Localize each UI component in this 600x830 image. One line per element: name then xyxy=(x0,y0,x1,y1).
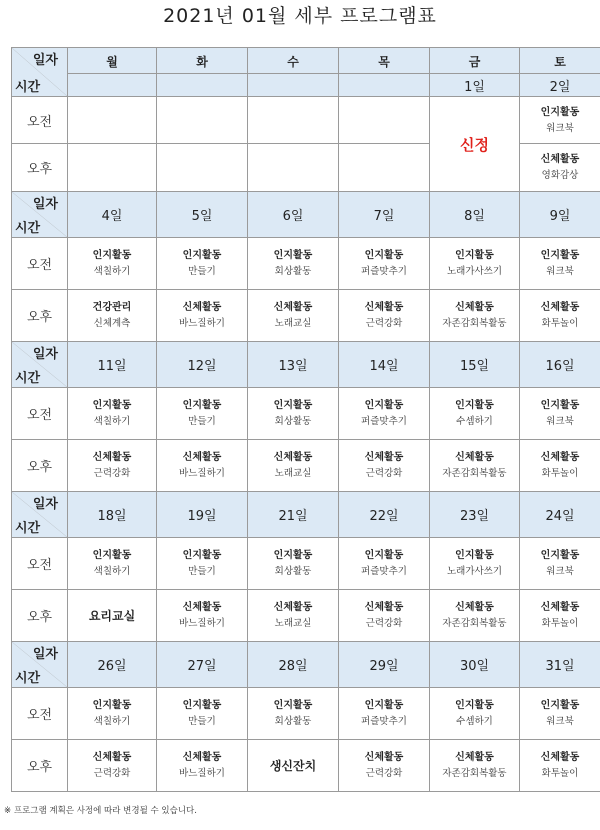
activity-title: 신체활동 xyxy=(540,302,580,313)
activity-cell xyxy=(520,238,600,290)
activity-cell xyxy=(68,388,157,440)
activity-cell xyxy=(430,238,520,290)
schedule-table xyxy=(11,47,600,792)
activity-cell xyxy=(520,538,600,590)
date-label: 8일 xyxy=(464,209,485,224)
activity-title: 신체활동 xyxy=(455,302,494,313)
activity-cell xyxy=(520,144,600,192)
date-label: 13일 xyxy=(278,359,308,374)
activity-title: 인지활동 xyxy=(540,700,580,711)
date-cell xyxy=(520,74,600,97)
activity-title: 인지활동 xyxy=(182,250,222,261)
empty-cell xyxy=(68,97,157,144)
date-cell xyxy=(339,342,430,388)
date-cell xyxy=(68,642,157,688)
empty-cell xyxy=(157,97,248,144)
activity-cell xyxy=(520,740,600,792)
activity-cell xyxy=(430,388,520,440)
activity-cell xyxy=(68,290,157,342)
activity-cell xyxy=(248,688,339,740)
activity-title: 신체활동 xyxy=(273,452,313,463)
activity-cell xyxy=(68,688,157,740)
period-label: 오후 xyxy=(12,144,68,192)
date-label: 6일 xyxy=(282,209,304,224)
date-label: 11일 xyxy=(97,359,127,374)
activity-cell xyxy=(520,688,600,740)
activity-detail: 자존감회복활동 xyxy=(442,768,507,779)
activity-cell xyxy=(157,740,248,792)
activity-title: 생신잔치 xyxy=(269,759,317,773)
activity-detail: 근력강화 xyxy=(365,618,403,629)
activity-cell xyxy=(248,388,339,440)
day-name: 금 xyxy=(468,55,481,70)
activity-cell xyxy=(248,238,339,290)
date-label: 14일 xyxy=(369,359,399,374)
day-name-cell xyxy=(339,48,430,74)
activity-detail: 바느질하기 xyxy=(179,318,225,329)
activity-detail: 화투놀이 xyxy=(541,618,579,629)
activity-title: 건강관리 xyxy=(92,302,132,313)
day-name: 수 xyxy=(287,55,299,70)
period-label: 오후 xyxy=(12,440,68,492)
activity-detail: 자존감회복활동 xyxy=(442,468,507,479)
day-name: 목 xyxy=(378,55,390,70)
activity-title: 신체활동 xyxy=(182,602,222,613)
holiday-label: 신정 xyxy=(460,135,489,154)
activity-title: 신체활동 xyxy=(364,302,404,313)
day-name-cell xyxy=(520,48,600,74)
date-cell xyxy=(157,192,248,238)
am-row xyxy=(12,97,600,144)
activity-detail: 만들기 xyxy=(188,266,216,277)
date-cell xyxy=(157,492,248,538)
activity-cell xyxy=(430,538,520,590)
empty-cell xyxy=(339,97,430,144)
activity-detail: 회상활동 xyxy=(274,716,312,727)
week-header-row xyxy=(12,342,600,388)
activity-title: 인지활동 xyxy=(540,550,580,561)
activity-detail: 근력강화 xyxy=(365,318,403,329)
date-cell xyxy=(520,342,600,388)
corner-date-label: 일자 xyxy=(32,53,58,68)
header-row xyxy=(12,48,600,74)
activity-cell xyxy=(520,440,600,492)
date-label: 15일 xyxy=(459,359,490,374)
activity-detail: 노래가사쓰기 xyxy=(446,266,503,277)
activity-title: 인지활동 xyxy=(540,400,580,411)
date-row xyxy=(12,74,600,97)
activity-title: 신체활동 xyxy=(273,602,313,613)
day-name-cell xyxy=(430,48,520,74)
activity-cell xyxy=(339,538,430,590)
date-cell xyxy=(520,492,600,538)
corner-date-label: 일자 xyxy=(32,197,58,212)
activity-detail: 퍼즐맞추기 xyxy=(361,566,407,577)
activity-cell xyxy=(520,290,600,342)
am-row xyxy=(12,238,600,290)
activity-title: 신체활동 xyxy=(364,452,404,463)
activity-detail: 노래교실 xyxy=(274,318,312,329)
activity-title: 인지활동 xyxy=(273,700,313,711)
date-cell xyxy=(68,342,157,388)
activity-cell xyxy=(430,688,520,740)
day-name-cell xyxy=(248,48,339,74)
activity-title: 인지활동 xyxy=(364,250,404,261)
activity-title: 신체활동 xyxy=(455,452,494,463)
activity-title: 인지활동 xyxy=(455,250,494,261)
empty-cell xyxy=(157,144,248,192)
pm-row xyxy=(12,440,600,492)
activity-cell xyxy=(157,238,248,290)
activity-title: 신체활동 xyxy=(364,752,404,763)
corner-time-label: 시간 xyxy=(15,80,41,95)
week-header-row xyxy=(12,492,600,538)
date-label: 31일 xyxy=(545,659,575,674)
date-label: 5일 xyxy=(191,209,213,224)
activity-detail: 자존감회복활동 xyxy=(442,318,507,329)
activity-cell xyxy=(520,388,600,440)
activity-detail: 색칠하기 xyxy=(93,716,131,727)
activity-detail: 수셈하기 xyxy=(456,716,493,727)
empty-cell xyxy=(68,144,157,192)
activity-title: 인지활동 xyxy=(92,700,132,711)
footnote: ※ 프로그램 계획은 사정에 따라 변경될 수 있습니다. xyxy=(4,806,197,816)
activity-cell xyxy=(430,440,520,492)
activity-cell xyxy=(68,238,157,290)
activity-cell xyxy=(520,590,600,642)
activity-detail: 바느질하기 xyxy=(179,468,225,479)
day-name: 토 xyxy=(554,55,566,70)
pm-row xyxy=(12,740,600,792)
date-cell xyxy=(430,642,520,688)
period-label: 오전 xyxy=(12,388,68,440)
activity-detail: 근력강화 xyxy=(365,468,403,479)
activity-detail: 화투놀이 xyxy=(541,468,579,479)
period-label: 오후 xyxy=(12,740,68,792)
date-cell xyxy=(520,642,600,688)
day-name-cell xyxy=(157,48,248,74)
date-label: 12일 xyxy=(187,359,217,374)
am-row xyxy=(12,388,600,440)
activity-detail: 수셈하기 xyxy=(456,416,493,427)
activity-cell xyxy=(157,538,248,590)
date-cell xyxy=(430,492,520,538)
activity-cell xyxy=(157,290,248,342)
date-cell xyxy=(157,642,248,688)
date-cell xyxy=(157,342,248,388)
activity-cell xyxy=(248,440,339,492)
week-header-row xyxy=(12,192,600,238)
activity-title: 인지활동 xyxy=(540,250,580,261)
activity-cell xyxy=(157,440,248,492)
activity-detail: 만들기 xyxy=(188,416,216,427)
activity-detail: 워크북 xyxy=(546,566,574,577)
activity-cell xyxy=(68,538,157,590)
activity-title: 신체활동 xyxy=(182,302,222,313)
period-label: 오전 xyxy=(12,538,68,590)
date-cell xyxy=(339,492,430,538)
activity-detail: 노래교실 xyxy=(274,468,312,479)
date-label: 26일 xyxy=(97,659,127,674)
activity-cell xyxy=(248,290,339,342)
date-label: 16일 xyxy=(545,359,575,374)
activity-cell xyxy=(248,740,339,792)
date-cell xyxy=(68,74,157,97)
corner-time-label: 시간 xyxy=(15,671,41,686)
activity-title: 인지활동 xyxy=(273,250,313,261)
date-cell xyxy=(339,192,430,238)
activity-detail: 근력강화 xyxy=(93,468,131,479)
activity-detail: 워크북 xyxy=(546,122,574,134)
activity-cell xyxy=(68,740,157,792)
activity-title: 신체활동 xyxy=(455,752,494,763)
activity-title: 신체활동 xyxy=(540,154,580,165)
date-label: 28일 xyxy=(278,659,308,674)
corner-cell xyxy=(12,642,68,688)
activity-detail: 노래가사쓰기 xyxy=(446,566,503,577)
activity-cell xyxy=(339,440,430,492)
date-cell xyxy=(248,642,339,688)
am-row xyxy=(12,688,600,740)
corner-time-label: 시간 xyxy=(15,221,41,236)
holiday-cell xyxy=(430,97,520,192)
date-label: 22일 xyxy=(369,509,399,524)
corner-cell xyxy=(12,492,68,538)
activity-detail: 워크북 xyxy=(546,416,574,427)
activity-title: 신체활동 xyxy=(182,752,222,763)
activity-detail: 화투놀이 xyxy=(541,318,579,329)
activity-title: 신체활동 xyxy=(92,752,132,763)
date-cell xyxy=(520,192,600,238)
activity-title: 인지활동 xyxy=(92,400,132,411)
activity-title: 인지활동 xyxy=(182,400,222,411)
activity-detail: 근력강화 xyxy=(365,768,403,779)
activity-title: 인지활동 xyxy=(92,550,132,561)
activity-cell xyxy=(68,440,157,492)
activity-title: 인지활동 xyxy=(182,550,222,561)
activity-cell xyxy=(339,590,430,642)
activity-cell xyxy=(157,688,248,740)
day-name: 월 xyxy=(106,55,118,70)
date-cell xyxy=(339,74,430,97)
date-label: 2일 xyxy=(549,79,571,95)
date-label: 9일 xyxy=(549,209,571,224)
corner-cell xyxy=(12,48,68,97)
empty-cell xyxy=(248,144,339,192)
date-cell xyxy=(68,492,157,538)
activity-detail: 영화감상 xyxy=(541,170,579,181)
week-header-row xyxy=(12,642,600,688)
activity-detail: 회상활동 xyxy=(274,416,312,427)
activity-cell xyxy=(430,740,520,792)
activity-title: 인지활동 xyxy=(273,550,313,561)
activity-cell xyxy=(339,290,430,342)
date-label: 18일 xyxy=(97,509,127,524)
am-row xyxy=(12,538,600,590)
date-label: 29일 xyxy=(369,659,399,674)
activity-detail: 신체계측 xyxy=(93,318,131,329)
date-label: 27일 xyxy=(187,659,217,674)
period-label: 오전 xyxy=(12,238,68,290)
activity-cell xyxy=(339,740,430,792)
period-label: 오전 xyxy=(12,688,68,740)
activity-detail: 퍼즐맞추기 xyxy=(361,716,407,727)
activity-title: 인지활동 xyxy=(455,400,494,411)
activity-title: 인지활동 xyxy=(455,700,494,711)
date-label: 30일 xyxy=(459,659,490,674)
activity-cell xyxy=(68,590,157,642)
activity-detail: 회상활동 xyxy=(274,566,312,577)
activity-title: 인지활동 xyxy=(455,550,494,561)
activity-title: 신체활동 xyxy=(273,302,313,313)
activity-cell xyxy=(339,238,430,290)
corner-date-label: 일자 xyxy=(32,347,58,362)
activity-detail: 회상활동 xyxy=(274,266,312,277)
page-title: 2021년 01월 세부 프로그램표 xyxy=(163,5,437,27)
activity-detail: 만들기 xyxy=(188,566,216,577)
activity-cell xyxy=(157,388,248,440)
activity-cell xyxy=(248,590,339,642)
activity-title: 신체활동 xyxy=(540,602,580,613)
corner-cell xyxy=(12,342,68,388)
activity-detail: 워크북 xyxy=(546,716,574,727)
date-cell xyxy=(339,642,430,688)
date-cell xyxy=(430,192,520,238)
activity-detail: 자존감회복활동 xyxy=(442,618,507,629)
date-cell xyxy=(430,74,520,97)
day-name-cell xyxy=(68,48,157,74)
pm-row xyxy=(12,590,600,642)
date-label: 7일 xyxy=(373,209,395,224)
period-label: 오후 xyxy=(12,590,68,642)
corner-cell xyxy=(12,192,68,238)
activity-title: 신체활동 xyxy=(364,602,404,613)
activity-detail: 바느질하기 xyxy=(179,768,225,779)
activity-cell xyxy=(157,590,248,642)
activity-detail: 색칠하기 xyxy=(93,266,131,277)
activity-title: 인지활동 xyxy=(364,400,404,411)
activity-title: 인지활동 xyxy=(92,250,132,261)
corner-date-label: 일자 xyxy=(32,497,58,512)
activity-title: 신체활동 xyxy=(182,452,222,463)
date-label: 23일 xyxy=(459,509,490,524)
activity-detail: 색칠하기 xyxy=(93,566,131,577)
activity-title: 신체활동 xyxy=(92,452,132,463)
activity-detail: 만들기 xyxy=(188,716,216,727)
date-cell xyxy=(248,192,339,238)
activity-title: 요리교실 xyxy=(88,609,136,623)
activity-title: 신체활동 xyxy=(540,752,580,763)
activity-title: 인지활동 xyxy=(182,700,222,711)
corner-date-label: 일자 xyxy=(32,647,58,662)
activity-detail: 퍼즐맞추기 xyxy=(361,266,407,277)
date-label: 24일 xyxy=(545,509,575,524)
activity-detail: 근력강화 xyxy=(93,768,131,779)
activity-detail: 색칠하기 xyxy=(93,416,131,427)
period-label: 오후 xyxy=(12,290,68,342)
activity-cell xyxy=(339,688,430,740)
empty-cell xyxy=(248,97,339,144)
period-label: 오전 xyxy=(12,97,68,144)
activity-cell xyxy=(339,388,430,440)
activity-detail: 노래교실 xyxy=(274,618,312,629)
activity-cell xyxy=(430,590,520,642)
activity-cell xyxy=(248,538,339,590)
date-cell xyxy=(248,342,339,388)
activity-title: 인지활동 xyxy=(364,700,404,711)
date-cell xyxy=(68,192,157,238)
activity-cell xyxy=(430,290,520,342)
activity-title: 인지활동 xyxy=(540,106,580,118)
date-label: 1일 xyxy=(464,79,485,95)
date-cell xyxy=(157,74,248,97)
date-cell xyxy=(248,492,339,538)
day-name: 화 xyxy=(196,55,208,70)
activity-title: 신체활동 xyxy=(455,602,494,613)
activity-title: 인지활동 xyxy=(273,400,313,411)
activity-detail: 퍼즐맞추기 xyxy=(361,416,407,427)
corner-time-label: 시간 xyxy=(15,371,41,386)
corner-time-label: 시간 xyxy=(15,521,41,536)
date-cell xyxy=(248,74,339,97)
activity-detail: 워크북 xyxy=(546,266,574,277)
activity-cell xyxy=(520,97,600,144)
activity-title: 인지활동 xyxy=(364,550,404,561)
pm-row xyxy=(12,290,600,342)
empty-cell xyxy=(339,144,430,192)
activity-detail: 화투놀이 xyxy=(541,768,579,779)
activity-detail: 바느질하기 xyxy=(179,618,225,629)
date-label: 4일 xyxy=(101,209,123,224)
date-cell xyxy=(430,342,520,388)
date-label: 21일 xyxy=(278,509,308,524)
activity-title: 신체활동 xyxy=(540,452,580,463)
date-label: 19일 xyxy=(187,509,217,524)
